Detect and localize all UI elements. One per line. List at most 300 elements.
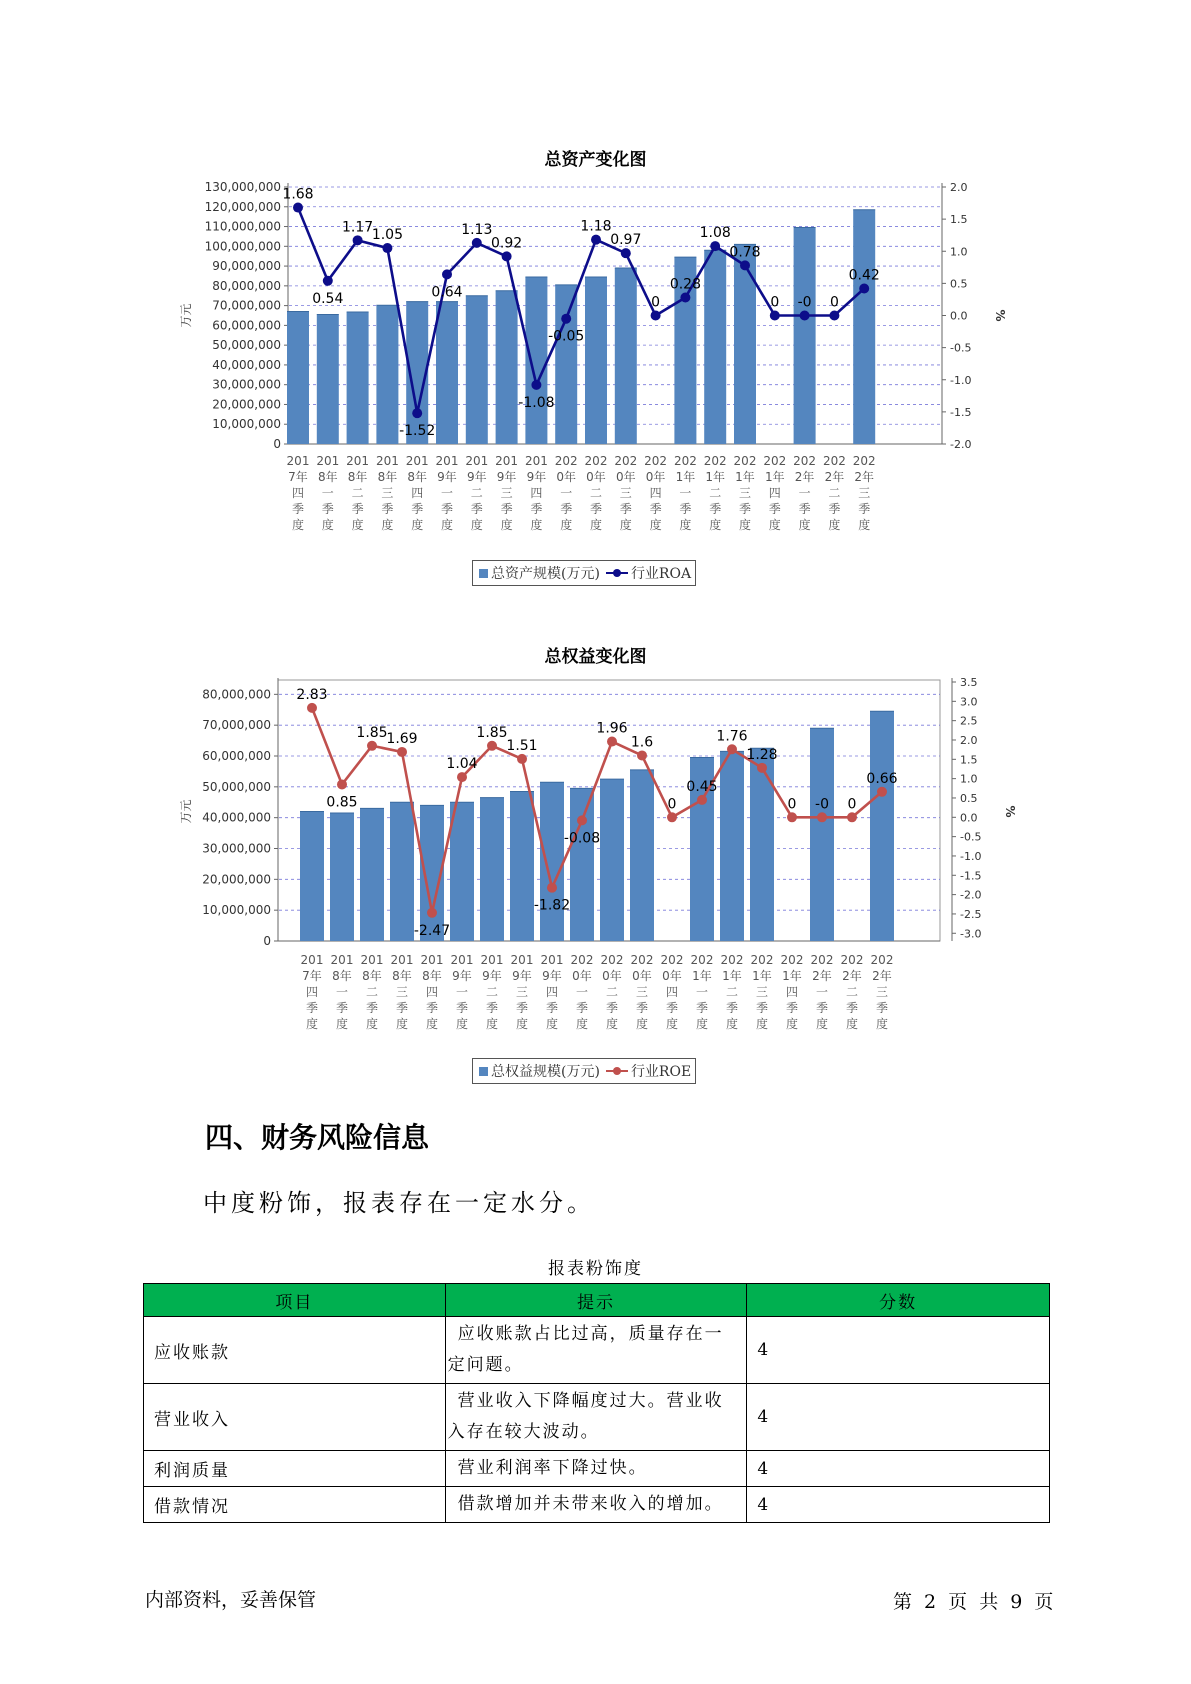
- left-tick-label: 50,000,000: [212, 338, 281, 353]
- category-label: 1年: [764, 470, 785, 484]
- category-label: 1年: [675, 470, 696, 484]
- bar: [450, 802, 474, 941]
- bar: [555, 285, 577, 444]
- category-label: 度: [695, 1017, 709, 1031]
- category-label: 202: [630, 953, 654, 967]
- category-label: 季: [619, 502, 632, 516]
- left-tick-label: 60,000,000: [212, 318, 281, 333]
- category-label: 季: [695, 1001, 709, 1015]
- series-point: [877, 787, 887, 797]
- category-label: 度: [365, 1017, 379, 1031]
- category-label: 202: [614, 454, 638, 468]
- table-row: [144, 1451, 1050, 1487]
- category-label: 度: [665, 1017, 679, 1031]
- category-label: 8年: [407, 470, 428, 484]
- series-point: [487, 741, 497, 751]
- series-point: [740, 260, 750, 270]
- series-point: [397, 747, 407, 757]
- category-label: 季: [335, 1001, 349, 1015]
- category-label: 度: [649, 518, 662, 532]
- category-label: 度: [425, 1017, 439, 1031]
- category-label: 季: [589, 502, 603, 516]
- right-tick-label: 0.5: [950, 277, 968, 291]
- left-tick-label: 40,000,000: [202, 810, 271, 825]
- right-tick-label: 0.0: [950, 309, 968, 323]
- category-label: 季: [768, 502, 781, 516]
- series-point: [710, 241, 720, 251]
- right-tick-label: 1.0: [950, 245, 968, 259]
- line-legend-label: 行业ROA: [630, 566, 692, 582]
- category-label: 9年: [482, 969, 502, 983]
- category-label: 202: [840, 953, 864, 967]
- category-label: 季: [455, 1001, 469, 1015]
- series-point: [637, 750, 647, 760]
- category-label: 二: [828, 486, 841, 500]
- right-tick-label: -1.5: [950, 405, 972, 419]
- data-label: 1.68: [282, 186, 314, 203]
- category-label: 度: [589, 518, 603, 532]
- bar: [585, 277, 607, 444]
- category-label: 0年: [586, 470, 606, 484]
- category-label: 季: [515, 1001, 529, 1015]
- series-point: [770, 311, 780, 321]
- left-tick-label: 0: [273, 437, 281, 451]
- series-point: [472, 238, 482, 248]
- left-tick-label: 90,000,000: [212, 259, 281, 274]
- category-label: 8年: [317, 470, 338, 484]
- category-label: 季: [351, 502, 364, 516]
- bar-legend-swatch: [479, 569, 488, 578]
- left-tick-label: 100,000,000: [204, 239, 281, 254]
- category-label: 三: [635, 985, 649, 999]
- table-row: [144, 1317, 1050, 1384]
- category-label: 9年: [437, 470, 457, 484]
- series-point: [697, 795, 707, 805]
- category-label: 2年: [812, 969, 832, 983]
- series-point: [651, 311, 661, 321]
- item-cell: 借款情况: [144, 1487, 446, 1523]
- series-point: [607, 737, 617, 747]
- data-label: 0: [829, 294, 839, 311]
- bar: [330, 813, 354, 941]
- category-label: 度: [635, 1017, 649, 1031]
- bar: [376, 305, 398, 444]
- series-point: [367, 741, 377, 751]
- data-label: -0.05: [548, 328, 585, 345]
- series-point: [727, 744, 737, 754]
- table-row: [144, 1487, 1050, 1523]
- category-label: 季: [858, 502, 871, 516]
- left-tick-label: 60,000,000: [202, 749, 271, 763]
- category-label: 201: [300, 953, 324, 967]
- bar: [794, 228, 816, 444]
- hint-line: 营业收入下降幅度过大。营业收: [457, 1391, 724, 1411]
- data-label: 1.69: [386, 730, 418, 747]
- hint-line: 应收账款占比过高，质量存在一: [457, 1324, 724, 1344]
- data-label: -0.08: [563, 830, 601, 847]
- category-label: 度: [828, 518, 841, 532]
- category-label: 一: [575, 985, 589, 999]
- series-point: [591, 235, 601, 245]
- data-label: 1.85: [356, 724, 388, 741]
- column-header: 提示: [445, 1284, 747, 1317]
- category-label: 度: [500, 518, 513, 532]
- category-label: 202: [793, 454, 817, 468]
- category-label: 一: [321, 486, 334, 500]
- data-label: 0.85: [326, 794, 358, 811]
- series-point: [621, 248, 631, 258]
- left-tick-label: 30,000,000: [202, 841, 271, 856]
- data-label: 1.96: [596, 720, 628, 737]
- category-label: 202: [690, 953, 714, 967]
- category-label: 度: [709, 518, 722, 532]
- right-tick-label: 3.5: [960, 676, 978, 689]
- category-label: 8年: [332, 969, 352, 983]
- right-tick-label: 2.0: [960, 733, 978, 747]
- category-label: 度: [738, 518, 752, 532]
- series-point: [787, 812, 797, 822]
- category-label: 季: [798, 502, 811, 516]
- series-point: [457, 772, 467, 782]
- category-label: 季: [485, 1001, 499, 1015]
- category-label: 季: [755, 1001, 769, 1015]
- data-label: 1.28: [746, 746, 778, 763]
- table-header-row: [144, 1284, 1050, 1317]
- category-label: 季: [649, 502, 662, 516]
- category-label: 202: [644, 454, 668, 468]
- item-cell: 应收账款: [144, 1317, 446, 1384]
- category-label: 201: [286, 454, 310, 468]
- category-label: 二: [709, 486, 722, 500]
- left-tick-label: 50,000,000: [202, 779, 271, 794]
- bar: [347, 312, 369, 444]
- category-label: 二: [365, 985, 379, 999]
- item-cell: 营业收入: [144, 1384, 446, 1451]
- category-label: 四: [411, 486, 424, 500]
- category-label: 季: [709, 502, 722, 516]
- category-label: 度: [785, 1017, 799, 1031]
- category-label: 2年: [854, 470, 875, 484]
- category-label: 三: [875, 985, 889, 999]
- category-label: 7年: [302, 969, 322, 983]
- category-label: 度: [755, 1017, 769, 1031]
- hint-line: 借款增加并未带来收入的增加。: [457, 1494, 724, 1514]
- data-label: 0: [787, 796, 797, 813]
- left-axis-title: 万元: [179, 303, 193, 328]
- category-label: 四: [768, 486, 781, 500]
- category-label: 三: [395, 985, 409, 999]
- category-label: 2年: [824, 470, 845, 484]
- right-tick-label: 0.5: [960, 791, 978, 805]
- hint-line: 入存在较大波动。: [447, 1422, 600, 1442]
- category-label: 季: [545, 1001, 559, 1015]
- category-label: 202: [673, 454, 697, 468]
- bar: [317, 315, 339, 444]
- item-cell: 利润质量: [144, 1451, 446, 1487]
- category-label: 季: [500, 502, 513, 516]
- data-label: 1.13: [461, 221, 493, 238]
- category-label: 四: [425, 985, 439, 999]
- hint-cell: [445, 1317, 747, 1384]
- series-point: [502, 251, 512, 261]
- series-point: [667, 812, 677, 822]
- bar: [300, 812, 324, 942]
- data-label: 1.6: [630, 734, 654, 751]
- left-tick-label: 70,000,000: [212, 298, 281, 313]
- category-label: 201: [435, 454, 459, 468]
- data-label: -0: [797, 294, 812, 311]
- chart-legend: [472, 560, 696, 586]
- data-label: 0.66: [866, 770, 898, 787]
- category-label: 季: [365, 1001, 379, 1015]
- category-label: 202: [660, 953, 684, 967]
- category-label: 201: [360, 953, 384, 967]
- category-label: 8年: [422, 969, 442, 983]
- category-label: 201: [465, 454, 489, 468]
- data-label: 0.28: [669, 276, 701, 293]
- left-tick-label: 10,000,000: [212, 417, 281, 432]
- category-label: 一: [455, 985, 469, 999]
- category-label: 202: [584, 454, 608, 468]
- category-label: 202: [780, 953, 804, 967]
- category-label: 季: [828, 502, 841, 516]
- category-label: 二: [605, 985, 619, 999]
- category-label: 1年: [752, 969, 772, 983]
- bar: [540, 782, 564, 941]
- data-label: 1.76: [716, 728, 748, 745]
- chart-title: 总权益变化图: [544, 647, 647, 667]
- series-point: [427, 908, 437, 918]
- data-label: 0.92: [491, 235, 523, 252]
- category-label: 季: [381, 502, 394, 516]
- category-label: 202: [870, 953, 894, 967]
- category-label: 0年: [662, 969, 682, 983]
- left-axis-title: 万元: [179, 799, 193, 824]
- category-label: 三: [619, 486, 632, 500]
- category-label: 度: [725, 1017, 739, 1031]
- category-label: 0年: [602, 969, 622, 983]
- category-label: 0年: [645, 470, 666, 484]
- right-axis-title: %: [1003, 805, 1017, 818]
- category-label: 202: [852, 454, 876, 468]
- risk-summary: 中度粉饰，报表存在一定水分。: [203, 1189, 595, 1217]
- bar-legend-label: 总权益规模(万元): [491, 1064, 600, 1080]
- bar: [870, 711, 894, 941]
- data-label: 1.85: [476, 724, 508, 741]
- category-label: 季: [679, 502, 692, 516]
- category-label: 季: [425, 1001, 439, 1015]
- category-label: 度: [619, 518, 632, 532]
- data-label: 1.04: [446, 756, 478, 773]
- bar: [390, 802, 414, 941]
- series-point: [517, 754, 527, 764]
- right-tick-label: -0.5: [950, 341, 972, 355]
- bar: [510, 791, 534, 941]
- data-label: 1.18: [580, 218, 612, 235]
- category-label: 201: [346, 454, 370, 468]
- category-label: 0年: [556, 470, 577, 484]
- bar: [600, 779, 624, 941]
- bar: [360, 808, 384, 941]
- category-label: 季: [560, 502, 573, 516]
- category-label: 201: [540, 953, 564, 967]
- line-legend-swatch: [606, 568, 628, 578]
- left-tick-label: 70,000,000: [202, 718, 271, 733]
- category-label: 一: [560, 486, 573, 500]
- category-label: 季: [665, 1001, 679, 1015]
- bar: [480, 798, 504, 941]
- category-label: 度: [291, 518, 305, 532]
- series-point: [337, 779, 347, 789]
- category-label: 7年: [288, 470, 308, 484]
- category-label: 202: [810, 953, 834, 967]
- bar: [853, 210, 875, 444]
- category-label: 度: [858, 518, 871, 532]
- line-legend-label: 行业ROE: [630, 1064, 692, 1080]
- category-label: 三: [381, 486, 394, 500]
- category-label: 201: [450, 953, 474, 967]
- category-label: 9年: [466, 470, 487, 484]
- left-tick-label: 130,000,000: [204, 180, 281, 194]
- category-label: 季: [470, 502, 483, 516]
- category-label: 度: [381, 518, 394, 532]
- category-label: 度: [305, 1017, 319, 1031]
- data-label: 0: [667, 796, 677, 813]
- category-label: 202: [763, 454, 787, 468]
- series-point: [382, 243, 392, 253]
- left-tick-label: 80,000,000: [212, 278, 281, 293]
- section-heading: 四、财务风险信息: [205, 1121, 430, 1154]
- category-label: 季: [440, 502, 454, 516]
- category-label: 202: [703, 454, 727, 468]
- category-label: 一: [815, 985, 829, 999]
- category-label: 二: [485, 985, 499, 999]
- hint-cell: [445, 1384, 747, 1451]
- left-tick-label: 40,000,000: [212, 357, 281, 372]
- column-header: 分数: [747, 1284, 1050, 1317]
- bar: [496, 291, 518, 444]
- category-label: 度: [815, 1017, 829, 1031]
- left-tick-label: 20,000,000: [212, 397, 281, 412]
- series-point: [561, 314, 571, 324]
- category-label: 2年: [842, 969, 862, 983]
- data-label: 0.97: [610, 232, 642, 249]
- category-label: 0年: [615, 470, 636, 484]
- category-label: 一: [679, 486, 692, 500]
- category-label: 三: [515, 985, 529, 999]
- category-label: 度: [335, 1017, 349, 1031]
- category-label: 201: [495, 454, 519, 468]
- bar: [734, 244, 756, 444]
- series-point: [800, 311, 810, 321]
- category-label: 度: [485, 1017, 499, 1031]
- footer-confidential-note: 内部资料，妥善保管: [145, 1589, 317, 1611]
- left-tick-label: 0: [263, 934, 271, 948]
- score-cell: 4: [747, 1451, 1050, 1487]
- category-label: 二: [351, 486, 364, 500]
- data-label: 2.83: [296, 686, 328, 703]
- category-label: 201: [524, 454, 548, 468]
- category-label: 201: [420, 953, 444, 967]
- right-axis-title: %: [993, 309, 1007, 322]
- data-label: 1.05: [371, 227, 403, 244]
- category-label: 四: [649, 486, 662, 500]
- data-label: 1.51: [506, 737, 538, 754]
- category-label: 四: [305, 985, 319, 999]
- series-point: [442, 269, 452, 279]
- category-label: 季: [845, 1001, 859, 1015]
- category-label: 201: [316, 454, 340, 468]
- series-point: [323, 276, 333, 286]
- column-header: 项目: [144, 1284, 446, 1317]
- data-label: -1.08: [518, 394, 555, 411]
- category-label: 一: [440, 486, 454, 500]
- page-number: 第 2 页 共 9 页: [893, 1591, 1054, 1613]
- data-label: -1.82: [533, 897, 571, 914]
- bar: [436, 302, 458, 444]
- bar: [570, 788, 594, 941]
- category-label: 度: [321, 518, 334, 532]
- category-label: 201: [510, 953, 534, 967]
- category-label: 二: [470, 486, 483, 500]
- bar-legend-label: 总资产规模(万元): [491, 566, 600, 582]
- category-label: 二: [845, 985, 859, 999]
- category-label: 度: [515, 1017, 529, 1031]
- category-label: 三: [755, 985, 769, 999]
- right-tick-label: 3.0: [960, 695, 978, 709]
- hint-cell: [445, 1451, 747, 1487]
- risk-table: [143, 1283, 1050, 1523]
- category-label: 一: [335, 985, 349, 999]
- bar: [630, 770, 654, 941]
- data-label: 0.42: [848, 267, 880, 284]
- line-legend-swatch: [606, 1066, 628, 1076]
- category-label: 度: [575, 1017, 589, 1031]
- left-tick-label: 80,000,000: [202, 687, 271, 702]
- category-label: 度: [411, 518, 424, 532]
- category-label: 9年: [496, 470, 517, 484]
- category-label: 度: [845, 1017, 859, 1031]
- right-tick-label: 1.5: [950, 213, 968, 227]
- right-tick-label: 2.5: [960, 714, 978, 728]
- category-label: 度: [560, 518, 573, 532]
- category-label: 1年: [735, 470, 755, 484]
- hint-line: 定问题。: [447, 1355, 524, 1375]
- category-label: 0年: [572, 969, 592, 983]
- category-label: 季: [530, 502, 543, 516]
- right-tick-label: -2.0: [960, 888, 982, 902]
- data-label: 0.64: [431, 284, 463, 301]
- table-row: [144, 1384, 1050, 1451]
- data-label: 0: [847, 796, 857, 813]
- category-label: 度: [351, 518, 364, 532]
- category-label: 季: [305, 1001, 319, 1015]
- category-label: 202: [600, 953, 624, 967]
- category-label: 度: [768, 518, 781, 532]
- category-label: 2年: [794, 470, 815, 484]
- category-label: 1年: [692, 969, 712, 983]
- category-label: 8年: [347, 470, 368, 484]
- bar-legend-swatch: [479, 1067, 488, 1076]
- table-caption: 报表粉饰度: [548, 1259, 643, 1279]
- series-point: [293, 203, 303, 213]
- category-label: 度: [470, 518, 483, 532]
- category-label: 201: [480, 953, 504, 967]
- category-label: 201: [330, 953, 354, 967]
- data-label: 0.78: [729, 244, 761, 261]
- category-label: 202: [733, 454, 757, 468]
- hint-line: 营业利润率下降过快。: [457, 1458, 648, 1478]
